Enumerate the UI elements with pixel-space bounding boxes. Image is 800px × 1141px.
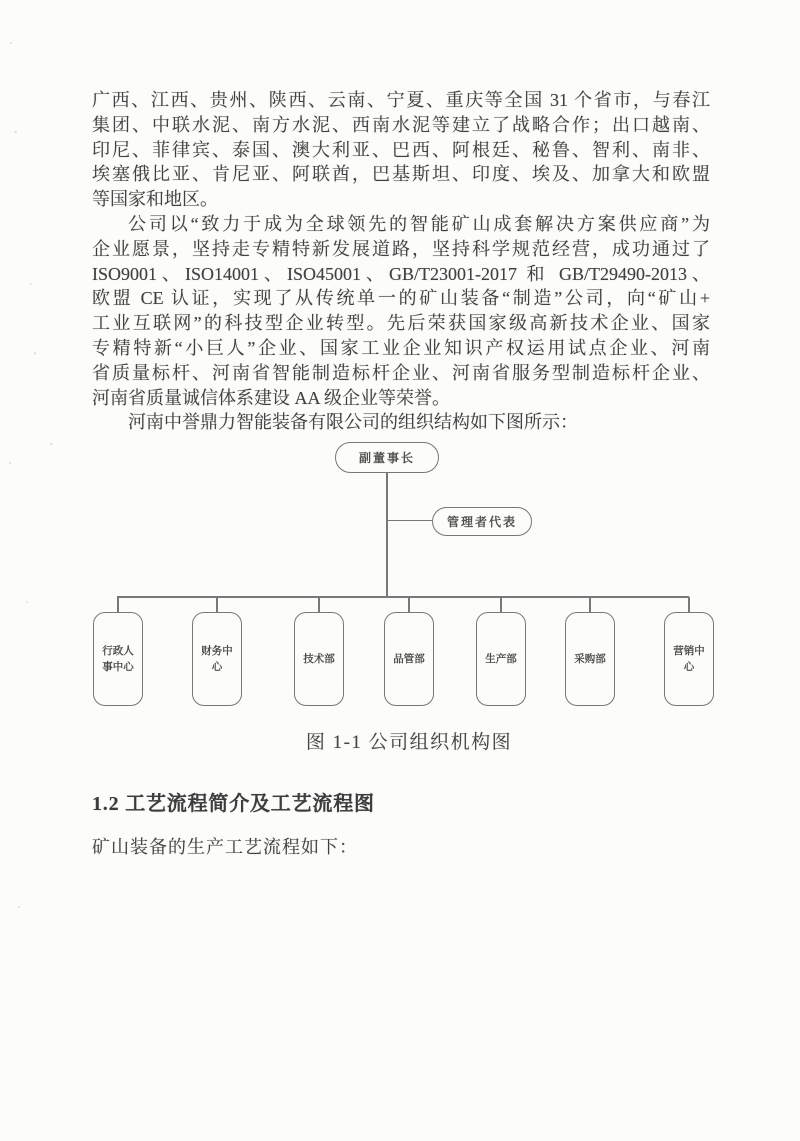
text-line: 工业互联网”的科技型企业转型。先后荣获国家级高新技术企业、国家 <box>92 313 710 334</box>
text-line: 集团、中联水泥、南方水泥、西南水泥等建立了战略合作；出口越南、 <box>92 114 710 135</box>
org-node-label: 管理者代表 <box>446 515 517 529</box>
org-node-department <box>93 612 143 706</box>
org-node-label: 财务中心 <box>201 644 233 673</box>
text-line: 省质量标杆、河南省智能制造标杆企业、河南省服务型制造标杆企业、 <box>92 362 710 383</box>
section-heading: 1.2 工艺流程简介及工艺流程图 <box>92 793 375 815</box>
org-node-label: 营销中心 <box>673 644 705 673</box>
org-node-vice-chairman <box>335 442 439 473</box>
text-line: 广西、江西、贵州、陕西、云南、宁夏、重庆等全国 31 个省市，与春江 <box>92 90 710 110</box>
org-node-label: 品管部 <box>393 652 425 665</box>
text-line: 河南中誉鼎力智能装备有限公司的组织结构如下图所示： <box>128 412 578 433</box>
connector-stub-line <box>318 597 320 612</box>
text-line: 河南省质量诚信体系建设 AA 级企业等荣誉。 <box>92 387 451 408</box>
connector-stub-line <box>500 597 502 612</box>
section-intro-text: 矿山装备的生产工艺流程如下： <box>92 837 358 857</box>
scan-speck <box>18 906 20 908</box>
connector-stub-line <box>408 597 410 612</box>
text-line: 欧盟 CE 认证，实现了从传统单一的矿山装备“制造”公司，向“矿山+ <box>92 288 710 309</box>
connector-horizontal-line <box>117 596 689 598</box>
org-node-department <box>565 612 615 706</box>
org-node-label: 副董事长 <box>358 451 415 465</box>
org-node-department <box>664 612 714 706</box>
connector-stub-line <box>117 597 119 612</box>
text-line: 专精特新“小巨人”企业、国家工业企业知识产权运用试点企业、河南 <box>92 337 710 358</box>
connector-stub-line <box>216 597 218 612</box>
org-node-label: 生产部 <box>485 652 517 665</box>
org-node-label: 技术部 <box>303 652 335 665</box>
text-line: ISO9001、ISO14001、ISO45001、GB/T23001-2017 和 GB/T29490-2013、 <box>92 263 710 284</box>
text-line: 印尼、菲律宾、泰国、澳大利亚、巴西、阿根廷、秘鲁、智利、南非、 <box>92 139 710 160</box>
text-line: 公司以“致力于成为全球领先的智能矿山成套解决方案供应商”为 <box>128 213 710 234</box>
org-node-department <box>294 612 344 706</box>
figure-caption: 图 1-1 公司组织机构图 <box>305 732 513 753</box>
org-node-label: 采购部 <box>574 652 606 665</box>
org-node-management-representative <box>432 507 532 536</box>
text-line: 埃塞俄比亚、肯尼亚、阿联酋，巴基斯坦、印度、埃及、加拿大和欧盟 <box>92 164 710 185</box>
org-node-department <box>192 612 242 706</box>
org-node-department <box>384 612 434 706</box>
org-node-label: 行政人事中心 <box>102 644 134 673</box>
connector-stub-line <box>688 597 690 612</box>
connector-trunk-line <box>386 473 388 597</box>
text-line: 等国家和地区。 <box>92 189 218 210</box>
text-line: 企业愿景，坚持走专精特新发展道路，坚持科学规范经营，成功通过了 <box>92 238 710 259</box>
org-node-department <box>476 612 526 706</box>
connector-branch-line <box>386 520 432 522</box>
connector-stub-line <box>589 597 591 612</box>
